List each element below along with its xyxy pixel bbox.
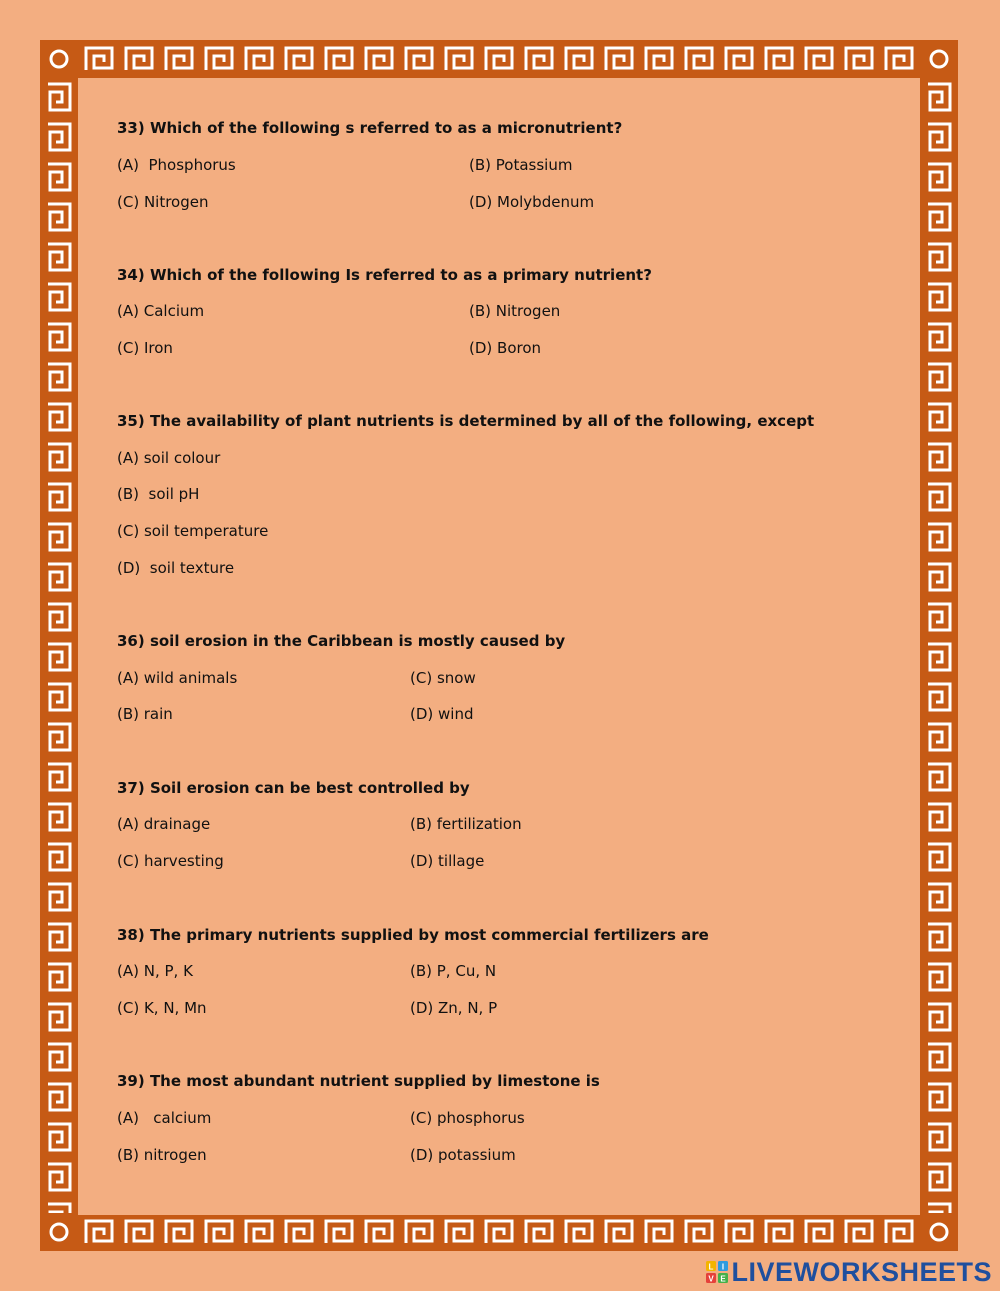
option-c: (C) Iron: [117, 339, 173, 357]
liveworksheets-brand: [706, 1257, 992, 1287]
option-b: (B) Potassium: [469, 156, 573, 174]
question-37: [117, 778, 917, 870]
question-38: [117, 925, 917, 1017]
question-35: [117, 411, 917, 577]
question-36: [117, 631, 917, 723]
option-b: (B) Nitrogen: [469, 302, 561, 320]
border-left: [40, 78, 78, 1213]
option-a: (A) calcium: [117, 1109, 212, 1127]
logo-letter: V: [708, 1274, 715, 1283]
option-d: (D) potassium: [410, 1146, 516, 1164]
option-b: (B) P, Cu, N: [410, 962, 497, 980]
logo-letter: I: [722, 1262, 725, 1272]
greek-key-border-icon: [40, 40, 958, 78]
option-d: (D) tillage: [410, 852, 485, 870]
border-bottom: [40, 1213, 958, 1251]
greek-key-border-icon: [920, 78, 958, 1213]
option-a: (A) Phosphorus: [117, 156, 236, 174]
border-right: [920, 78, 958, 1213]
option-a: (A) Calcium: [117, 302, 205, 320]
question-33: [117, 118, 917, 211]
option-c: (C) soil temperature: [117, 522, 269, 540]
question-39: [117, 1071, 917, 1164]
option-b: (B) rain: [117, 705, 173, 723]
question-stem: 35) The availability of plant nutrients is determined by all of the following, except: [117, 412, 815, 430]
question-stem: 34) Which of the following Is referred to as a primary nutrient?: [117, 266, 652, 284]
question-stem: 33) Which of the following s referred to as a micronutrient?: [117, 119, 623, 137]
option-a: (A) soil colour: [117, 449, 221, 467]
option-c: (C) K, N, Mn: [117, 999, 207, 1017]
option-d: (D) Zn, N, P: [410, 999, 498, 1017]
greek-key-border-icon: [40, 78, 78, 1213]
option-c: (C) phosphorus: [410, 1109, 525, 1127]
option-c: (C) Nitrogen: [117, 193, 209, 211]
greek-key-border-icon: [40, 1213, 958, 1251]
option-d: (D) wind: [410, 705, 474, 723]
border-top: [40, 40, 958, 78]
question-stem: 39) The most abundant nutrient supplied by limestone is: [117, 1072, 600, 1090]
option-a: (A) wild animals: [117, 669, 238, 687]
question-stem: 38) The primary nutrients supplied by most commercial fertilizers are: [117, 926, 709, 944]
brand-name: LIVEWORKSHEETS: [731, 1256, 992, 1287]
logo-letter: L: [709, 1262, 714, 1272]
option-b: (B) nitrogen: [117, 1146, 207, 1164]
option-d: (D) Boron: [469, 339, 542, 357]
liveworksheets-logo-icon: [706, 1261, 728, 1283]
option-a: (A) N, P, K: [117, 962, 193, 980]
option-a: (A) drainage: [117, 815, 211, 833]
option-d: (D) Molybdenum: [469, 193, 595, 211]
option-c: (C) snow: [410, 669, 476, 687]
option-c: (C) harvesting: [117, 852, 224, 870]
question-stem: 36) soil erosion in the Caribbean is mostly caused by: [117, 632, 566, 650]
option-b: (B) soil pH: [117, 485, 200, 503]
option-b: (B) fertilization: [410, 815, 522, 833]
question-stem: 37) Soil erosion can be best controlled by: [117, 779, 470, 797]
question-34: [117, 265, 917, 357]
option-d: (D) soil texture: [117, 559, 235, 577]
logo-letter: E: [720, 1274, 727, 1283]
